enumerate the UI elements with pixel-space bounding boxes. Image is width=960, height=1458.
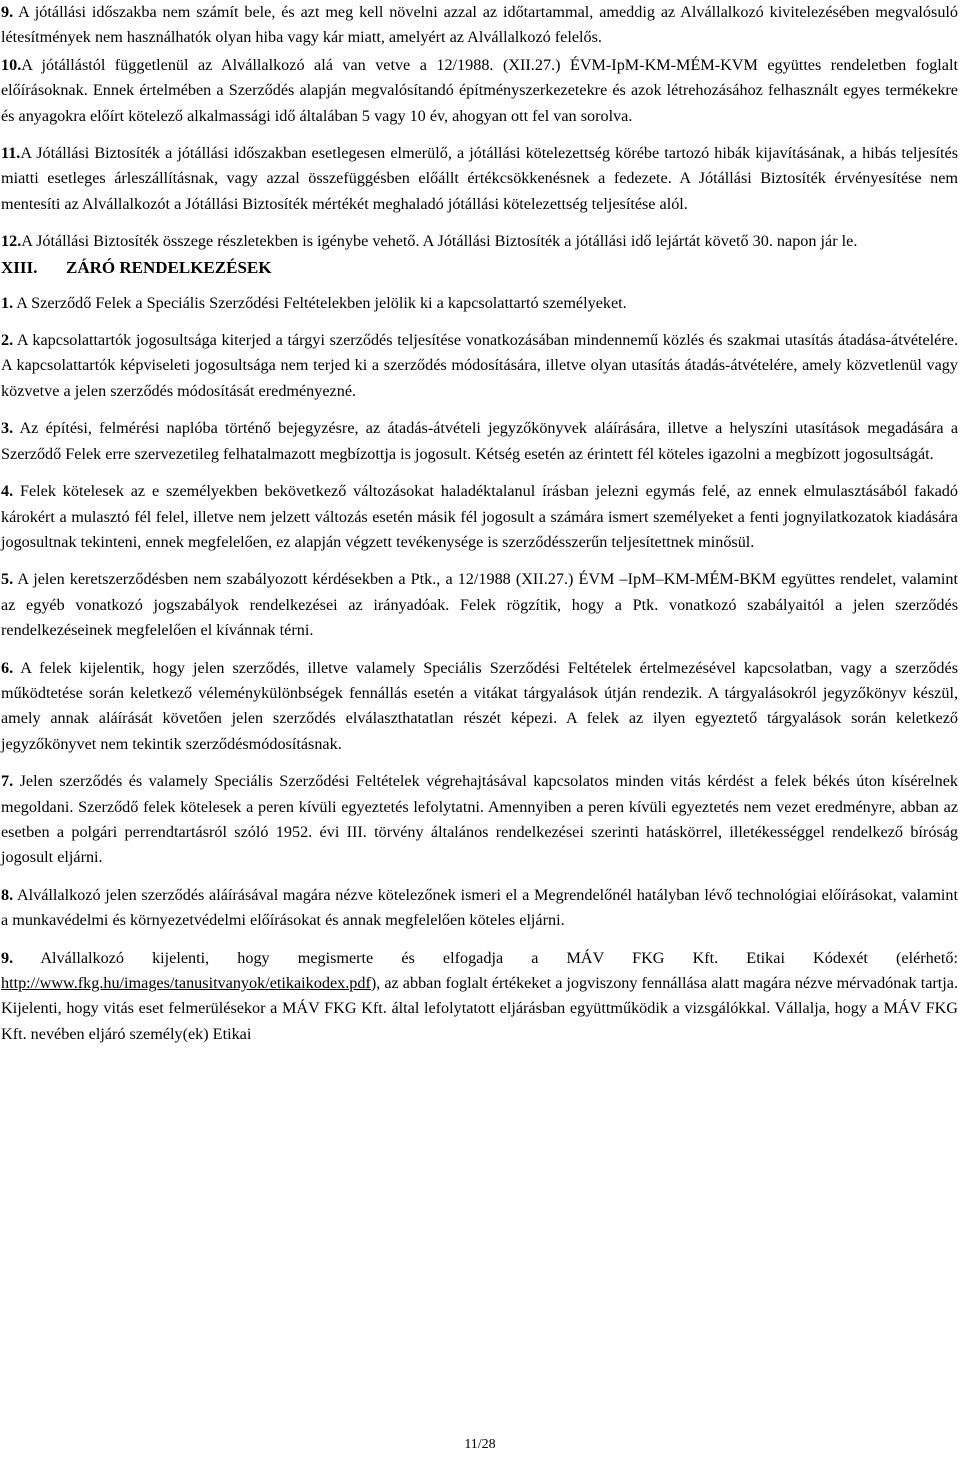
closing-clause-5: [1, 567, 958, 643]
clause-number: 6.: [1, 658, 14, 677]
page-number: 11/28: [464, 1437, 496, 1452]
document-body: [1, 0, 958, 1047]
clause-number: 1.: [1, 293, 14, 312]
clause-10: [1, 53, 958, 129]
section-heading: [1, 255, 958, 281]
clause-number: 10.: [1, 55, 22, 74]
clause-text: Felek kötelesek az e személyekben bekövetkező változásokat haladéktalanul írásban jelezni egymás felé, az ennek elmulasztásából fakadó károkért a mulasztó fél felel, illetve nem jelzett változás esetén másik fél jogosult a számára ismert személyeket a fenti jognyilatkozatok kiadására jogosultnak tekinteni, ennek megfelelően, ez alapján végzett tevékenysége is szerződésszerűn teljesítettnek minősül.: [1, 482, 958, 551]
closing-clause-6: [1, 656, 958, 758]
closing-clause-8: [1, 883, 958, 934]
clause-number: 2.: [1, 331, 14, 350]
clause-number: 5.: [1, 570, 14, 589]
closing-clause-3: [1, 416, 958, 467]
clause-11: [1, 141, 958, 217]
clause-number: 11.: [1, 144, 21, 163]
clause-text: A kapcsolattartók jogosultsága kiterjed a tárgyi szerződés teljesítése vonatkozásában mindennemű közlés és szakmai utasítás átadása-átvételére. A kapcsolattartók képviseleti jogosultsága nem terjed ki a szerződés módosítására, illetve olyan utasítás átadás-átvételére, amely közvetlenül vagy közvetve a jelen szerződés módosítását eredményezné.: [1, 331, 958, 400]
clause-text: Az építési, felmérési naplóba történő bejegyzésre, az átadás-átvételi jegyzőkönyvek aláírására, illetve a helyszíni utasítások megadására a Szerződő Felek erre szervezetileg felhatalmazott megbízottja is jogosult. Kétség esetén az érintett fél köteles igazolni a megbízott jogosultságát.: [1, 419, 958, 463]
section-title: ZÁRÓ RENDELKEZÉSEK: [66, 257, 272, 277]
closing-clause-7: [1, 769, 958, 871]
clause-number: 7.: [1, 772, 14, 791]
closing-clause-4: [1, 479, 958, 555]
clause-text: Alvállalkozó jelen szerződés aláírásával magára nézve kötelezőnek ismeri el a Megrendelőnél hatályban lévő technológiai előírásokat, valamint a munkavédelmi és környezetvédelmi előírásokat és annak megfelelően köteles eljárni.: [1, 885, 958, 930]
clause-number: 3.: [1, 419, 14, 438]
clause-number: 9.: [1, 3, 14, 21]
clause-number: 9.: [1, 948, 14, 967]
clause-text: A jótállástól függetlenül az Alvállalkozó alá van vetve a 12/1988. (XII.27.) ÉVM-IpM-KM-MÉM-KVM együttes rendeletben foglalt előírásoknak. Ennek értelmében a Szerződés alapján megvalósítandó építményszerkezetekre és azok létrehozásához felhasznált egyes termékekre és anyagokra előírt kötelező alkalmassági idő általában 5 vagy 10 év, ahogyan ott fel van sorolva.: [1, 55, 958, 125]
clause-text: A Jótállási Biztosíték a jótállási időszakban esetlegesen elmerülő, a jótállási kötelezettség körébe tartozó hibák kijavításának, a hibás teljesítés miatti esetleges árleszállításnak, vagy azzal összefüggésben előállt értékcsökkenésnek a fedezete. A Jótállási Biztosíték érvényesítése nem mentesíti az Alvállalkozót a Jótállási Biztosíték mértékét meghaladó jótállási kötelezettség teljesítése alól.: [1, 144, 958, 213]
clause-text: A jelen keretszerződésben nem szabályozott kérdésekben a Ptk., a 12/1988 (XII.27.) ÉVM –IpM–KM-MÉM-BKM együttes rendelet, valamint az egyéb vonatkozó jogszabályok rendelkezései az irányadóak. Felek rögzítik, hogy a Ptk. vonatkozó szabályaitól a jelen szerződés rendelkezéseinek megfelelően el kívánnak térni.: [1, 570, 959, 640]
clause-text: A felek kijelentik, hogy jelen szerződés, illetve valamely Speciális Szerződési Feltételek értelmezésével kapcsolatban, vagy a szerződés működtetése során keletkező véleménykülönbségek fennállás esetén a vitákat tárgyalások útján rendezik. A tárgyalásokról jegyzőkönyv készül, amely annak aláírását követően jelen szerződés elválaszthatatlan részét képezi. A felek az ilyen egyeztető tárgyalások során keletkező jegyzőkönyvet nem tekintik szerződésmódosításnak.: [1, 658, 958, 753]
clause-text: A jótállási időszakba nem számít bele, és azt meg kell növelni azzal az időtartammal, ameddig az Alvállalkozó kivitelezésében megvalósuló létesítmények nem használhatók olyan hiba vagy kár miatt, amelyért az Alvállalkozó felelős.: [1, 3, 959, 47]
clause-number: 12.: [1, 232, 22, 251]
section-number: XIII.: [1, 257, 38, 277]
clause-12: [1, 229, 958, 254]
closing-clause-1: [1, 291, 958, 316]
clause-text: A Szerződő Felek a Speciális Szerződési Feltételekben jelölik ki a kapcsolattartó személyeket.: [16, 293, 627, 312]
ethics-code-link[interactable]: http://www.fkg.hu/images/tanusitvanyok/etikaikodex.pdf: [1, 974, 371, 992]
closing-clause-9: [1, 946, 958, 1048]
clause-text-after-link: ), az abban foglalt értékeket a jogviszony fennállása alatt magára nézve mérvadónak tartja. Kijelenti, hogy vitás eset felmerülésekor a MÁV FKG Kft. által lefolytatott eljárásban együttműködik a vizsgálókkal. Vállalja, hogy a MÁV FKG Kft. nevében eljáró személy(ek) Etikai: [1, 974, 958, 1043]
clause-9: [1, 0, 958, 51]
clause-text: Jelen szerződés és valamely Speciális Szerződési Feltételek végrehajtásával kapcsolatos minden vitás kérdést a felek békés úton kísérelnek megoldani. Szerződő felek kötelesek a peren kívüli egyeztetés lefolytatni. Amennyiben a peren kívüli egyeztetés nem vezet eredményre, abban az esetben a polgári perrendtartásról szóló 1952. évi III. törvény általános rendelkezései szerinti hatáskörrel, illetékességgel rendelkező bíróság jogosult eljárni.: [1, 772, 959, 867]
clause-text-before-link: Alvállalkozó kijelenti, hogy megismerte és elfogadja a MÁV FKG Kft. Etikai Kódexét (elérhető:: [40, 948, 959, 967]
clause-text: A Jótállási Biztosíték összege részletekben is igénybe vehető. A Jótállási Biztosíték a jótállási idő lejártát követő 30. napon jár le.: [21, 232, 858, 251]
clause-number: 8.: [1, 885, 14, 904]
closing-clause-2: [1, 328, 958, 404]
clause-number: 4.: [1, 482, 14, 501]
